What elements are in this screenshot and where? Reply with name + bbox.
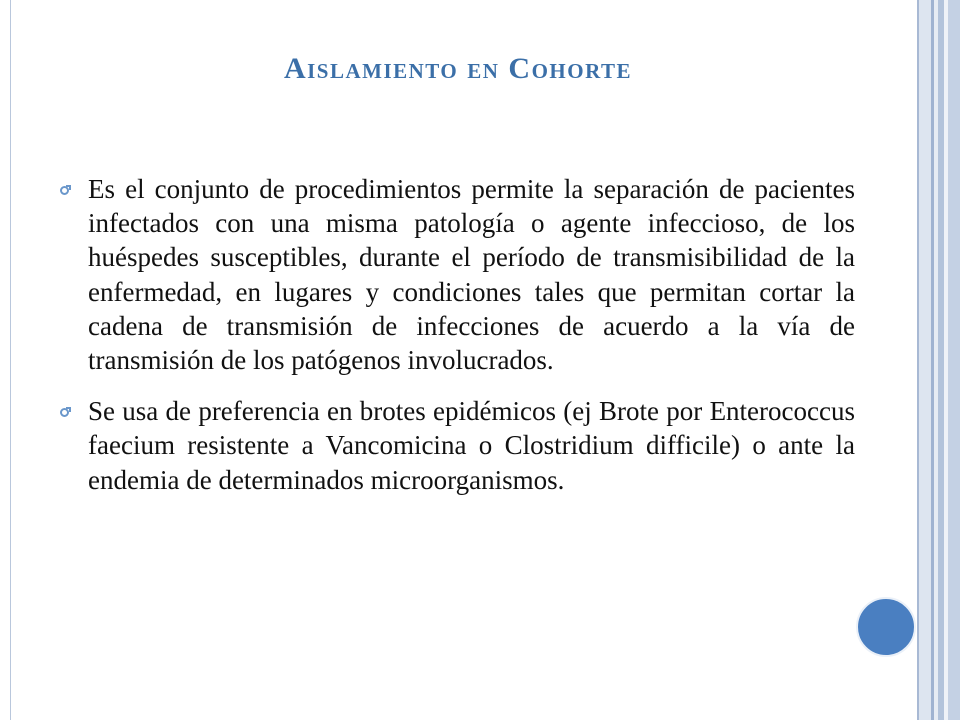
right-decorative-stripes — [917, 0, 960, 720]
circle-bullet-icon — [60, 408, 69, 417]
bullet-list — [60, 172, 855, 497]
circle-bullet-icon — [60, 186, 69, 195]
slide-title: Aislamiento en Cohorte — [283, 52, 633, 85]
decorative-circle — [856, 597, 916, 657]
bullet-item — [60, 172, 855, 377]
left-border-line — [10, 0, 11, 720]
bullet-text: Se usa de preferencia en brotes epidémicos (ej Brote por Enterococcus faecium resistente a Vancomicina o Clostridium difficile) o ante la endemia de determinados microorganismos. — [88, 396, 855, 495]
stripe — [948, 0, 960, 720]
bullet-text: Es el conjunto de procedimientos permite la separación de pacientes infectados con una misma patología o agente infeccioso, de los huéspedes susceptibles, durante el período de transmisibilidad de la enfermedad, en lugares y condiciones tales que permitan cortar la cadena de transmisión de infecciones de acuerdo a la vía de transmisión de los patógenos involucrados. — [88, 174, 855, 376]
bullet-item — [60, 394, 855, 497]
stripe — [919, 0, 931, 720]
